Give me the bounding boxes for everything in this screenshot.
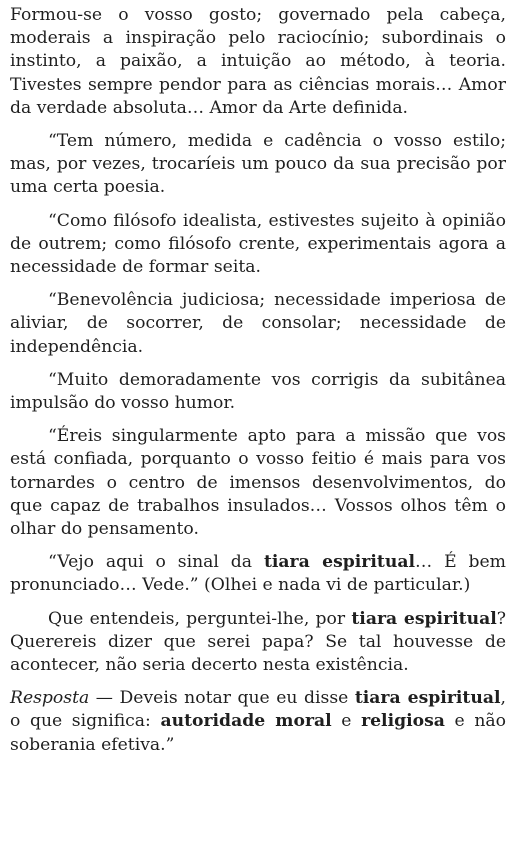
text-segment: e: [331, 711, 362, 732]
bold-term: tiara espiritual: [351, 608, 497, 629]
paragraph-2: [10, 130, 506, 200]
paragraph-7: [10, 551, 506, 597]
bold-term: tiara espiritual: [263, 552, 415, 573]
paragraph-4: [10, 289, 506, 359]
bold-term: religiosa: [361, 711, 445, 732]
text-segment: — Deveis notar que eu disse: [89, 688, 355, 709]
text-segment: “Tem número, medida e cadência o vosso estilo; mas, por vezes, trocaríeis um pouco da sua precisão por uma certa poesia.: [10, 131, 506, 198]
text-segment: … É bem pronunciado… Vede.” (Olhei e nada vi de particular.): [10, 552, 506, 596]
paragraph-3: [10, 210, 506, 280]
text-segment: “Benevolência judiciosa; necessidade imperiosa de aliviar, de socorrer, de consolar; necessidade de independência.: [10, 290, 506, 357]
paragraph-6: [10, 425, 506, 541]
bold-term: autoridade moral: [160, 711, 332, 732]
text-segment: “Éreis singularmente apto para a missão que vos está confiada, porquanto o vosso feitio é mais para vos tornardes o centro de imensos desenvolvimentos, do que capaz de trabalhos insulados… Vossos olhos têm o olhar do pensamento.: [10, 426, 506, 540]
text-segment: Que entendeis, perguntei-lhe, por: [48, 608, 352, 629]
text-segment: ? Querereis dizer que serei papa? Se tal houvesse de acontecer, não seria decerto nesta existência.: [10, 608, 506, 676]
text-segment: e não soberania efetiva.”: [10, 711, 506, 755]
text-segment: “Muito demoradamente vos corrigis da subitânea impulsão do vosso humor.: [10, 369, 506, 414]
text-segment: , o que significa:: [10, 688, 506, 732]
document-page: [10, 4, 506, 767]
italic-label: Resposta: [10, 688, 90, 709]
bold-term: tiara espiritual: [354, 688, 501, 709]
paragraph-5: [10, 369, 506, 415]
text-segment: “Vejo aqui o sinal da: [48, 552, 264, 573]
paragraph-1: [10, 4, 506, 120]
paragraph-8: [10, 608, 506, 678]
text-segment: “Como filósofo idealista, estivestes sujeito à opinião de outrem; como filósofo crente, experimentais agora a necessidade de formar seita.: [10, 210, 506, 278]
paragraph-9: [10, 687, 506, 757]
text-segment: Formou-se o vosso gosto; governado pela cabeça, moderais a inspiração pelo raciocínio; subordinais o instinto, a paixão, a intuição ao método, à teoria. Tivestes sempre pendor para as ciências morais… Amor da verdade absoluta… Amor da Arte definida.: [10, 5, 506, 118]
